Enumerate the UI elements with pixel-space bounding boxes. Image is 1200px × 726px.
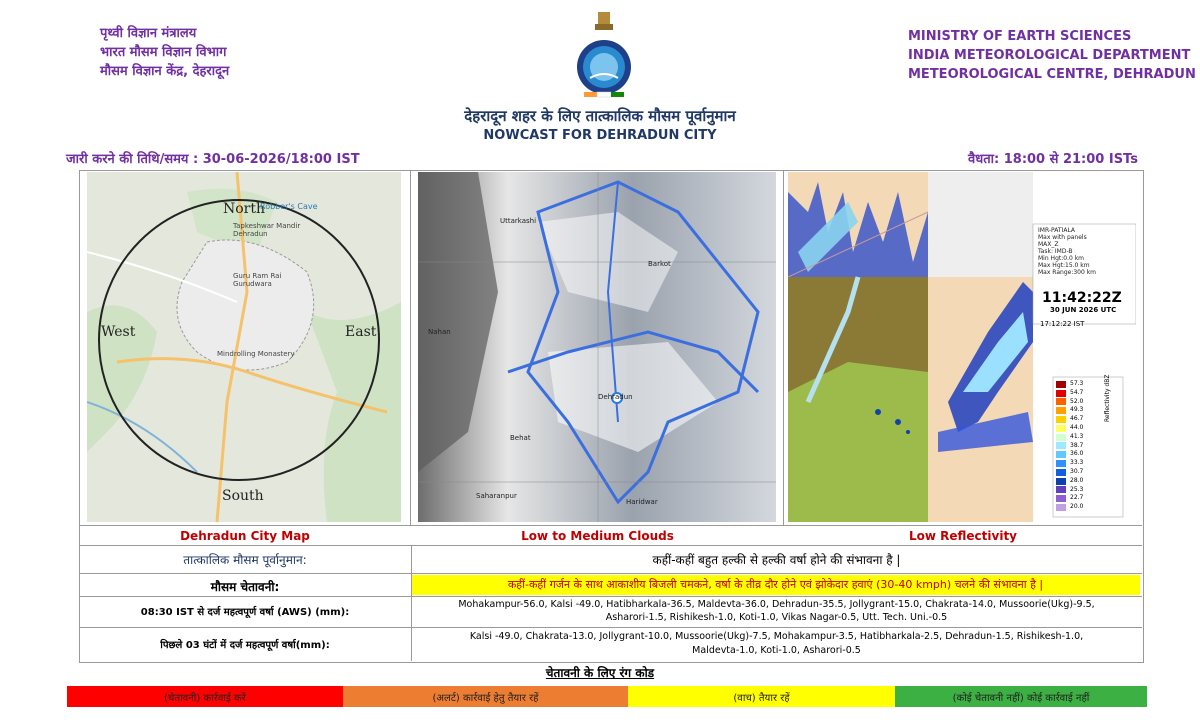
caption-radar: Low Reflectivity: [908, 529, 1018, 543]
map-north-label: North: [223, 201, 266, 217]
radar-scale-swatch: [1056, 398, 1066, 405]
title-hindi: देहरादून शहर के लिए तात्कालिक मौसम पूर्वानुमान: [464, 107, 736, 125]
radar-scale-entry: [1056, 503, 1096, 512]
radar-info-line: MAX_Z: [1038, 241, 1059, 248]
caption-satellite: Low to Medium Clouds: [521, 529, 674, 543]
map-place-tapkeshwar: Tapkeshwar Mandir Dehradun: [233, 222, 301, 238]
hindi-line-1: पृथ्वी विज्ञान मंत्रालय: [100, 26, 197, 41]
legend-yellow: (वाच) तैयार रहें: [628, 686, 895, 707]
aws-line-1: Mohakampur-56.0, Kalsi -49.0, Hatibharkala-36.5, Maldevta-36.0, Dehradun-35.5, Jollygrant-15.0, Chakrata-14.0, Mussoorie(Ukg)-9.5,: [458, 599, 1095, 610]
radar-scale-entry: [1056, 389, 1096, 398]
radar-scale-swatch: [1056, 495, 1066, 502]
radar-scale-value: 20.0: [1070, 503, 1084, 511]
divider: [79, 596, 1142, 597]
radar-scale-value: 46.7: [1070, 415, 1084, 423]
validity-time: वैधता: 18:00 से 21:00 ISTs: [968, 152, 1138, 167]
sat-label-dehradun: Dehradun: [598, 393, 633, 401]
radar-scale-entry: [1056, 494, 1096, 503]
map-south-label: South: [222, 488, 264, 504]
radar-ist: 17:12:22 IST: [1040, 320, 1085, 328]
issue-datetime: जारी करने की तिथि/समय : 30-06-2026/18:00 IST: [66, 152, 360, 167]
radar-scale-value: 28.0: [1070, 476, 1084, 484]
hindi-line-3: मौसम विज्ञान केंद्र, देहरादून: [100, 64, 230, 79]
map-east-label: East: [345, 324, 377, 340]
nowcast-value: कहीं-कहीं बहुत हल्की से हल्की वर्षा होने की संभावना है |: [652, 553, 901, 567]
radar-scale-swatch: [1056, 451, 1066, 458]
radar-scale-entry: [1056, 380, 1096, 389]
divider: [79, 525, 1142, 526]
aws-label: 08:30 IST से दर्ज महत्वपूर्ण वर्षा (AWS) (mm):: [140, 607, 350, 618]
radar-time: 11:42:22Z: [1042, 290, 1122, 306]
radar-scale-entry: [1056, 477, 1096, 486]
radar-info-line: Min Hgt:0.0 km: [1038, 255, 1085, 262]
radar-scale-swatch: [1056, 460, 1066, 467]
radar-scale-value: 44.0: [1070, 423, 1084, 431]
ministry-english: [908, 27, 1196, 84]
sat-label-uttarkashi: Uttarkashi: [500, 217, 537, 225]
radar-scale-swatch: [1056, 478, 1066, 485]
radar-info-line: Max with panels: [1038, 234, 1087, 241]
sat-label-behat: Behat: [510, 434, 531, 442]
eng-line-2: INDIA METEOROLOGICAL DEPARTMENT: [908, 48, 1191, 63]
last3-line-2: Maldevta-1.0, Koti-1.0, Asharori-0.5: [692, 645, 861, 656]
caption-map: Dehradun City Map: [180, 529, 310, 543]
divider: [783, 170, 784, 525]
last3-line-1: Kalsi -49.0, Chakrata-13.0, Jollygrant-10.0, Mussoorie(Ukg)-7.5, Mohakampur-3.5, Hatibharkala-2.5, Dehradun-1.5, Rishikesh-1.0,: [469, 631, 1084, 642]
radar-scale-swatch: [1056, 442, 1066, 449]
radar-scale-entry: [1056, 433, 1096, 442]
radar-scale-swatch: [1056, 469, 1066, 476]
warning-label: मौसम चेतावनी:: [210, 580, 280, 594]
sat-label-saharanpur: Saharanpur: [476, 492, 517, 500]
sat-label-nahan: Nahan: [428, 328, 451, 336]
last3hr-rainfall-value: [411, 630, 1142, 658]
radar-info-line: Max Hgt:15.0 km: [1038, 262, 1090, 269]
radar-info-line: Task: IMD-B: [1038, 248, 1073, 255]
last3hr-label: पिछले 03 घंटों में दर्ज महत्वपूर्ण वर्षा(mm):: [160, 640, 330, 651]
radar-scale-entry: [1056, 442, 1096, 451]
divider: [79, 627, 1142, 628]
radar-scale-value: 30.7: [1070, 467, 1084, 475]
radar-scale-value: 38.7: [1070, 441, 1084, 449]
radar-info-block: [1038, 227, 1134, 276]
aws-rainfall-value: [411, 598, 1142, 624]
radar-scale-entry: [1056, 424, 1096, 433]
title-english: NOWCAST FOR DEHRADUN CITY: [483, 128, 717, 143]
radar-scale-value: 33.3: [1070, 459, 1084, 467]
radar-scale-entry: [1056, 398, 1096, 407]
city-map-panel: [87, 172, 401, 522]
radar-scale-label: Reflectivity dBZ: [1104, 374, 1111, 422]
radar-scale-value: 25.3: [1070, 485, 1084, 493]
sat-label-barkot: Barkot: [648, 260, 671, 268]
radar-scale-entry: [1056, 468, 1096, 477]
color-code-title: चेतावनी के लिए रंग कोड: [545, 666, 655, 680]
radar-scale-entry: [1056, 406, 1096, 415]
eng-line-3: METEOROLOGICAL CENTRE, DEHRADUN: [908, 67, 1196, 82]
radar-scale-value: 36.0: [1070, 450, 1084, 458]
radar-station: IMR-PATIALA: [1038, 227, 1076, 234]
legend-orange: (अलर्ट) कार्रवाई हेतु तैयार रहें: [343, 686, 628, 707]
radar-scale-entry: [1056, 486, 1096, 495]
divider: [410, 170, 411, 525]
radar-scale-swatch: [1056, 390, 1066, 397]
satellite-image-panel: [418, 172, 776, 522]
radar-scale-swatch: [1056, 407, 1066, 414]
ministry-hindi: [100, 24, 229, 81]
map-west-label: West: [101, 324, 136, 340]
nowcast-label: तात्कालिक मौसम पूर्वानुमान:: [183, 553, 307, 567]
radar-scale-value: 52.0: [1070, 397, 1084, 405]
hindi-line-2: भारत मौसम विज्ञान विभाग: [100, 45, 227, 60]
imd-emblem-logo: [576, 12, 632, 98]
radar-date: 30 JUN 2026 UTC: [1050, 306, 1117, 314]
radar-scale-swatch: [1056, 425, 1066, 432]
divider: [79, 545, 1142, 546]
radar-scale-swatch: [1056, 486, 1066, 493]
warning-value: कहीं-कहीं गर्जन के साथ आकाशीय बिजली चमकने, वर्षा के तीव्र दौर होने एवं झोकेदार हवाएं (30-40 kmph) चलने की संभावना है |: [411, 575, 1140, 595]
map-place-monastery: Mindrolling Monastery: [217, 350, 295, 358]
divider: [411, 545, 412, 661]
radar-scale-swatch: [1056, 416, 1066, 423]
divider: [79, 573, 1142, 574]
radar-scale-swatch: [1056, 504, 1066, 511]
sat-label-haridwar: Haridwar: [626, 498, 658, 506]
map-place-gurudwara: Guru Ram Rai Gurudwara: [233, 272, 282, 288]
radar-scale-value: 54.7: [1070, 388, 1084, 396]
radar-scale-entry: [1056, 459, 1096, 468]
radar-scale-value: 49.3: [1070, 406, 1084, 414]
map-place-robbers-cave: Robber's Cave: [260, 202, 318, 211]
radar-info-line: Max Range:300 km: [1038, 269, 1097, 276]
radar-scale-value: 41.3: [1070, 432, 1084, 440]
radar-color-scale: [1056, 380, 1096, 512]
radar-scale-value: 22.7: [1070, 494, 1084, 502]
aws-line-2: Asharori-1.5, Rishikesh-1.0, Koti-1.0, Vikas Nagar-0.5, Utt. Tech. Uni.-0.5: [605, 612, 948, 623]
legend-green: (कोई चेतावनी नहीं) कोई कार्रवाई नहीं: [895, 686, 1147, 707]
legend-red: (चेतावनी) कार्रवाई करें: [67, 686, 343, 707]
radar-image-panel: [788, 172, 1136, 522]
radar-scale-swatch: [1056, 434, 1066, 441]
radar-scale-value: 57.3: [1070, 380, 1084, 387]
radar-scale-swatch: [1056, 381, 1066, 388]
eng-line-1: MINISTRY OF EARTH SCIENCES: [908, 29, 1132, 44]
radar-scale-entry: [1056, 450, 1096, 459]
radar-scale-entry: [1056, 415, 1096, 424]
